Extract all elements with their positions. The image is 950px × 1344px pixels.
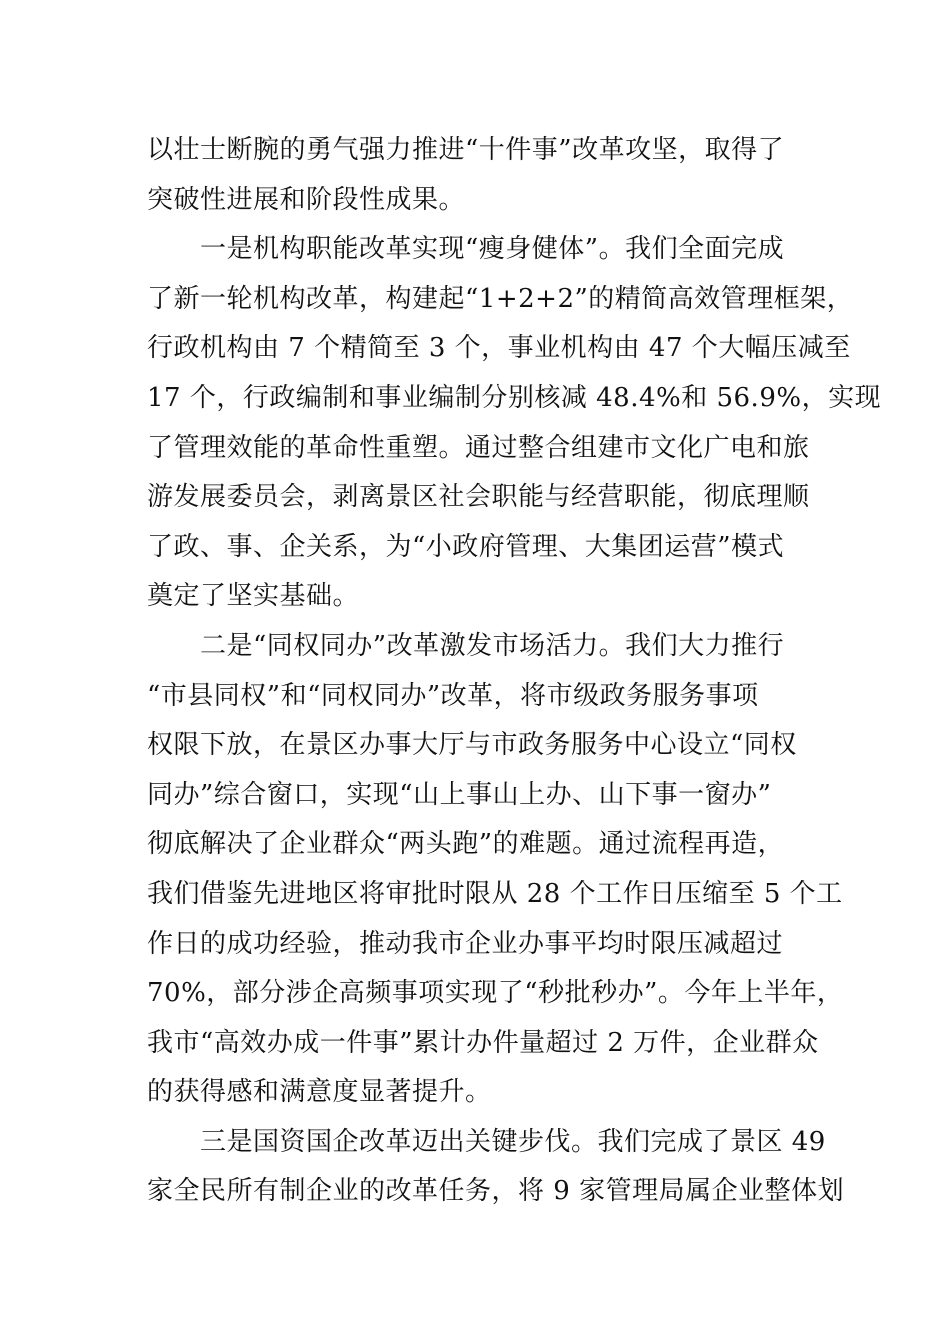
text-line: 了管理效能的革命性重塑。通过整合组建市文化广电和旅 <box>147 432 810 463</box>
text-line: 了新一轮机构改革，构建起“1+2+2”的精简高效管理框架， <box>147 283 854 314</box>
text-line: 的获得感和满意度显著提升。 <box>147 1077 492 1108</box>
body-text <box>147 126 882 1217</box>
text-line: 二是“同权同办”改革激发市场活力。我们大力推行 <box>147 630 785 661</box>
text-line: “市县同权”和“同权同办”改革，将市级政务服务事项 <box>147 680 759 711</box>
text-line: 奠定了坚实基础。 <box>147 581 360 612</box>
text-line: 一是机构职能改革实现“瘦身健体”。我们全面完成 <box>147 234 785 265</box>
text-line: 70%，部分涉企高频事项实现了“秒批秒办”。今年上半年， <box>147 978 844 1009</box>
text-line: 游发展委员会，剥离景区社会职能与经营职能，彻底理顺 <box>147 482 810 513</box>
text-line: 权限下放，在景区办事大厅与市政务服务中心设立“同权 <box>147 730 797 761</box>
text-line: 行政机构由 7 个精简至 3 个，事业机构由 47 个大幅压减至 <box>147 333 851 364</box>
text-line: 三是国资国企改革迈出关键步伐。我们完成了景区 49 <box>147 1126 826 1157</box>
text-line: 17 个，行政编制和事业编制分别核减 48.4%和 56.9%，实现 <box>147 382 882 413</box>
text-line: 我们借鉴先进地区将审批时限从 28 个工作日压缩至 5 个工 <box>147 878 843 909</box>
text-line: 我市“高效办成一件事”累计办件量超过 2 万件，企业群众 <box>147 1027 819 1058</box>
text-line: 家全民所有制企业的改革任务，将 9 家管理局属企业整体划 <box>147 1176 845 1207</box>
text-line: 了政、事、企关系，为“小政府管理、大集团运营”模式 <box>147 531 785 562</box>
text-line: 彻底解决了企业群众“两头跑”的难题。通过流程再造， <box>147 829 785 860</box>
text-line: 以壮士断腕的勇气强力推进“十件事”改革攻坚，取得了 <box>147 135 785 165</box>
text-line: 同办”综合窗口，实现“山上事山上办、山下事一窗办” <box>147 779 772 810</box>
text-line: 作日的成功经验，推动我市企业办事平均时限压减超过 <box>147 928 784 959</box>
text-line: 突破性进展和阶段性成果。 <box>147 184 466 215</box>
